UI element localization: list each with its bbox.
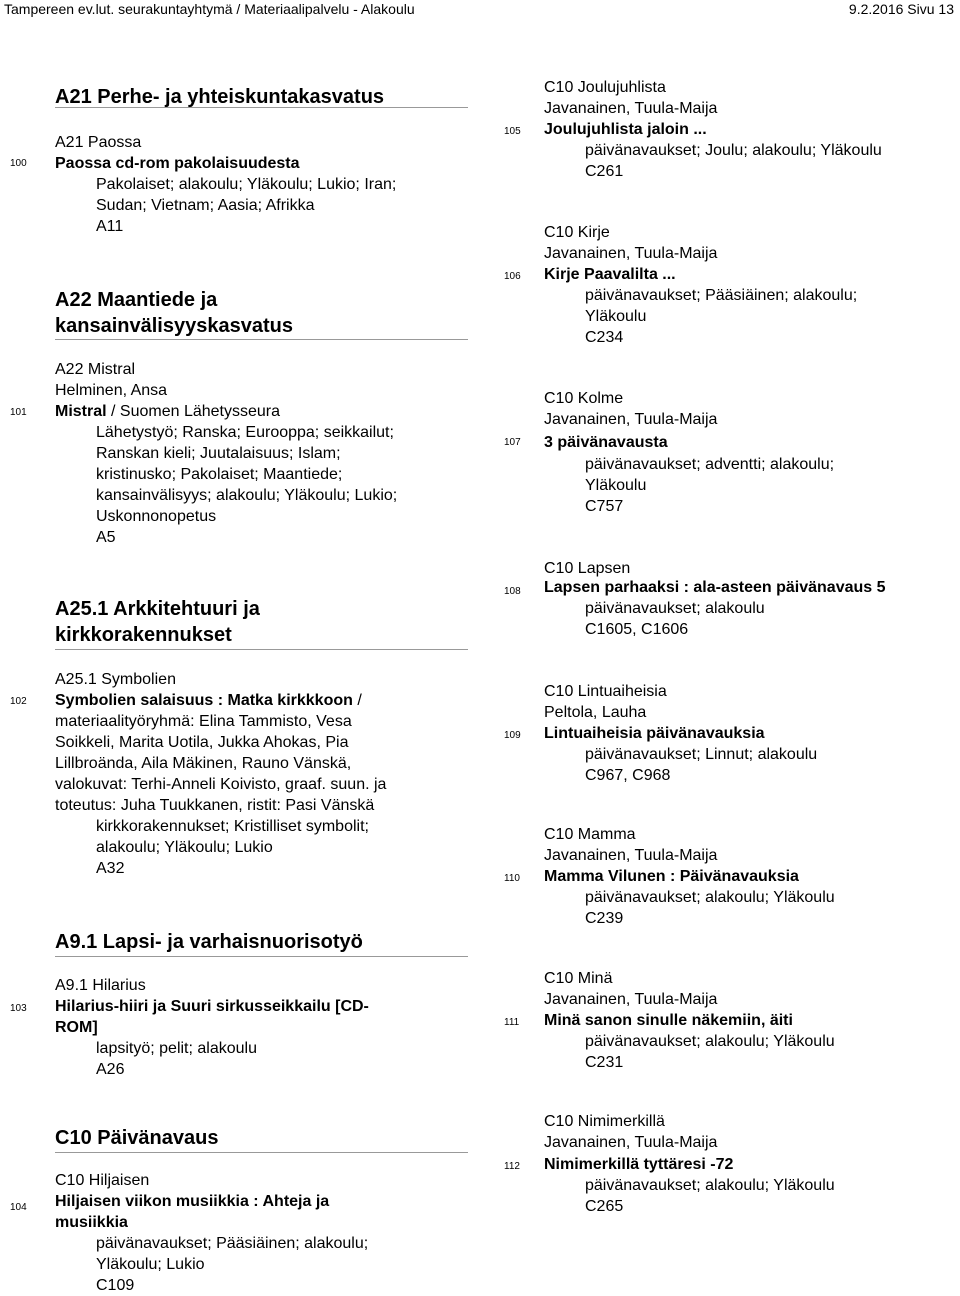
- entry-shelf-code: C231: [585, 1054, 624, 1071]
- entry-number: 102: [10, 696, 27, 707]
- entry-title: Minä sanon sinulle näkemiin, äiti: [544, 1012, 793, 1029]
- entry-author: Javanainen, Tuula-Maija: [544, 847, 718, 864]
- entry-number: 107: [504, 437, 521, 448]
- right-column: [480, 0, 960, 1292]
- entry-title: Mistral: [55, 403, 107, 420]
- entry-keywords: Yläkoulu; Lukio: [96, 1256, 205, 1273]
- entry-classification: C10 Hiljaisen: [55, 1172, 150, 1189]
- entry-number: 111: [504, 1017, 520, 1028]
- section-rule: [55, 649, 468, 650]
- section-title: kirkkorakennukset: [55, 624, 232, 646]
- header-organization: Tampereen ev.lut. seurakuntayhtymä / Materiaalipalvelu - Alakoulu: [4, 1, 415, 17]
- entry-number: 109: [504, 730, 521, 741]
- entry-shelf-code: A32: [96, 860, 125, 877]
- entry-title: ROM]: [55, 1019, 98, 1036]
- entry-number: 112: [504, 1161, 520, 1172]
- entry-author: Peltola, Lauha: [544, 704, 647, 721]
- entry-responsibility: /: [352, 692, 362, 709]
- entry-responsibility: valokuvat: Terhi-Anneli Koivisto, graaf. suun. ja: [55, 776, 387, 793]
- section-title: kansainvälisyyskasvatus: [55, 315, 293, 337]
- entry-keywords: päivänavaukset; Pääsiäinen; alakoulu;: [585, 287, 858, 304]
- entry-keywords: päivänavaukset; alakoulu: [585, 600, 765, 617]
- entry-title: Kirje Paavalilta ...: [544, 266, 676, 283]
- entry-shelf-code: C967, C968: [585, 767, 671, 784]
- entry-author: Javanainen, Tuula-Maija: [544, 411, 718, 428]
- entry-author: Helminen, Ansa: [55, 382, 168, 399]
- entry-classification: C10 Joulujuhlista: [544, 79, 666, 96]
- entry-number: 108: [504, 586, 521, 597]
- section-rule: [55, 1152, 468, 1153]
- entry-title: Symbolien salaisuus : Matka kirkkkoon: [55, 692, 353, 709]
- entry-classification: C10 Kirje: [544, 224, 610, 241]
- entry-title-line: [55, 401, 280, 422]
- section-title: A25.1 Arkkitehtuuri ja: [55, 598, 260, 620]
- entry-responsibility: Lillbroända, Aila Mäkinen, Rauno Vänskä,: [55, 755, 352, 772]
- entry-shelf-code: C265: [585, 1198, 624, 1215]
- entry-title: Mamma Vilunen : Päivänavauksia: [544, 868, 799, 885]
- section-title: A21 Perhe- ja yhteiskuntakasvatus: [55, 86, 385, 108]
- entry-author: Javanainen, Tuula-Maija: [544, 245, 718, 262]
- entry-number: 110: [504, 873, 520, 884]
- entry-keywords: alakoulu; Yläkoulu; Lukio: [96, 839, 273, 856]
- entry-responsibility: toteutus: Juha Tuukkanen, ristit: Pasi Vänskä: [55, 797, 375, 814]
- entry-keywords: Uskonnonopetus: [96, 508, 217, 525]
- section-rule: [55, 339, 468, 340]
- entry-shelf-code: C1605, C1606: [585, 621, 689, 638]
- entry-shelf-code: A5: [96, 529, 116, 546]
- entry-classification: C10 Minä: [544, 970, 613, 987]
- entry-title: musiikkia: [55, 1214, 128, 1231]
- entry-shelf-code: A26: [96, 1061, 125, 1078]
- section-title: A22 Maantiede ja: [55, 289, 218, 311]
- left-column: [0, 0, 480, 1292]
- entry-title: Lapsen parhaaksi : ala-asteen päivänavaus 5: [544, 579, 886, 596]
- entry-shelf-code: C261: [585, 163, 624, 180]
- entry-keywords: päivänavaukset; Linnut; alakoulu: [585, 746, 818, 763]
- entry-shelf-code: C109: [96, 1277, 135, 1294]
- section-rule: [55, 107, 468, 108]
- entry-title-line: [55, 690, 362, 711]
- entry-shelf-code: C239: [585, 910, 624, 927]
- entry-classification: C10 Kolme: [544, 390, 624, 407]
- entry-classification: C10 Lintuaiheisia: [544, 683, 667, 700]
- entry-author: Javanainen, Tuula-Maija: [544, 1134, 718, 1151]
- entry-classification: C10 Mamma: [544, 826, 636, 843]
- entry-keywords: Ranskan kieli; Juutalaisuus; Islam;: [96, 445, 341, 462]
- entry-keywords: Pakolaiset; alakoulu; Yläkoulu; Lukio; Iran;: [96, 176, 397, 193]
- entry-keywords: Yläkoulu: [585, 308, 647, 325]
- entry-number: 101: [10, 407, 27, 418]
- entry-classification: A9.1 Hilarius: [55, 977, 146, 994]
- entry-number: 105: [504, 126, 521, 137]
- entry-number: 104: [10, 1202, 27, 1213]
- entry-classification: C10 Lapsen: [544, 560, 631, 577]
- entry-title: Hilarius-hiiri ja Suuri sirkusseikkailu [CD-: [55, 998, 369, 1015]
- entry-keywords: päivänavaukset; Pääsiäinen; alakoulu;: [96, 1235, 369, 1252]
- section-rule: [55, 956, 468, 957]
- entry-keywords: kansainvälisyys; alakoulu; Yläkoulu; Lukio;: [96, 487, 398, 504]
- entry-title: 3 päivänavausta: [544, 434, 668, 451]
- entry-keywords: kristinusko; Pakolaiset; Maantiede;: [96, 466, 343, 483]
- entry-title: Paossa cd-rom pakolaisuudesta: [55, 155, 300, 172]
- entry-shelf-code: C757: [585, 498, 624, 515]
- entry-shelf-code: A11: [96, 218, 124, 235]
- entry-keywords: Lähetystyö; Ranska; Eurooppa; seikkailut;: [96, 424, 394, 441]
- entry-keywords: päivänavaukset; alakoulu; Yläkoulu: [585, 1177, 835, 1194]
- entry-keywords: Yläkoulu: [585, 477, 647, 494]
- entry-classification: A21 Paossa: [55, 134, 142, 151]
- entry-title: Lintuaiheisia päivänavauksia: [544, 725, 765, 742]
- entry-number: 100: [10, 158, 27, 169]
- entry-keywords: lapsityö; pelit; alakoulu: [96, 1040, 257, 1057]
- entry-number: 106: [504, 271, 521, 282]
- header-date-page: 9.2.2016 Sivu 13: [848, 1, 954, 17]
- section-title: C10 Päivänavaus: [55, 1127, 219, 1149]
- entry-classification: C10 Nimimerkillä: [544, 1113, 665, 1130]
- entry-author: Javanainen, Tuula-Maija: [544, 100, 718, 117]
- entry-classification: A25.1 Symbolien: [55, 671, 176, 688]
- entry-keywords: päivänavaukset; alakoulu; Yläkoulu: [585, 1033, 835, 1050]
- entry-responsibility: Soikkeli, Marita Uotila, Jukka Ahokas, Pia: [55, 734, 349, 751]
- section-title: A9.1 Lapsi- ja varhaisnuorisotyö: [55, 931, 363, 953]
- entry-keywords: kirkkorakennukset; Kristilliset symbolit;: [96, 818, 369, 835]
- entry-author: Javanainen, Tuula-Maija: [544, 991, 718, 1008]
- entry-keywords: päivänavaukset; Joulu; alakoulu; Yläkoulu: [585, 142, 882, 159]
- entry-keywords: päivänavaukset; adventti; alakoulu;: [585, 456, 835, 473]
- entry-classification: A22 Mistral: [55, 361, 136, 378]
- entry-title: Joulujuhlista jaloin ...: [544, 121, 707, 138]
- entry-number: 103: [10, 1003, 27, 1014]
- entry-title: Hiljaisen viikon musiikkia : Ahteja ja: [55, 1193, 330, 1210]
- entry-shelf-code: C234: [585, 329, 624, 346]
- entry-responsibility: / Suomen Lähetysseura: [106, 403, 281, 420]
- entry-responsibility: materiaalityöryhmä: Elina Tammisto, Vesa: [55, 713, 352, 730]
- entry-keywords: Sudan; Vietnam; Aasia; Afrikka: [96, 197, 315, 214]
- entry-keywords: päivänavaukset; alakoulu; Yläkoulu: [585, 889, 835, 906]
- entry-title: Nimimerkillä tyttäresi -72: [544, 1156, 734, 1173]
